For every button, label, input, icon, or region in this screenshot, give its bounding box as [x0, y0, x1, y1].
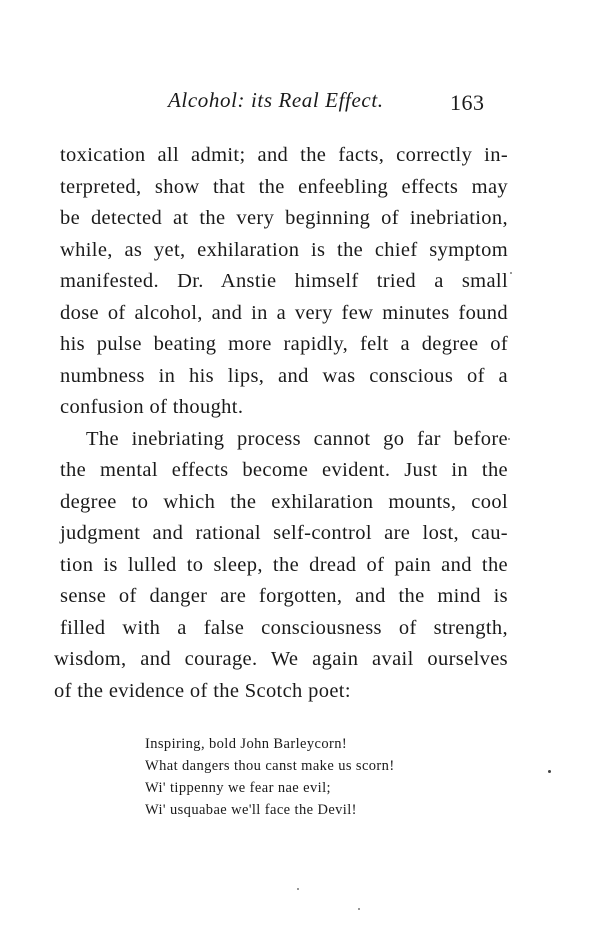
paragraph-start-line: The inebriating process cannot go far before	[86, 427, 508, 450]
scan-speck	[548, 770, 551, 773]
text-line: judgment and rational self-control are lost, cau-	[60, 522, 508, 544]
text-line: confusion of thought.	[60, 396, 244, 418]
scan-speck	[297, 888, 299, 890]
text-line: manifested. Dr. Anstie himself tried a small	[60, 270, 508, 292]
verse-line: Inspiring, bold John Barleycorn!	[145, 736, 348, 752]
verse-line: What dangers thou canst make us scorn!	[145, 758, 395, 774]
running-title: Alcohol: its Real Effect.	[168, 88, 384, 112]
text-line: of the evidence of the Scotch poet:	[54, 679, 351, 702]
text-line: dose of alcohol, and in a very few minutes found	[60, 301, 508, 324]
scan-speck	[510, 272, 512, 274]
text-line: toxication all admit; and the facts, correctly in-	[60, 144, 508, 166]
text-line: the mental effects become evident. Just in the	[60, 459, 508, 481]
page-header	[0, 88, 600, 128]
text-line: tion is lulled to sleep, the dread of pain and the	[60, 553, 508, 576]
verse-line: Wi' usquabae we'll face the Devil!	[145, 802, 357, 818]
text-line: his pulse beating more rapidly, felt a degree of	[60, 333, 508, 355]
text-line: degree to which the exhilaration mounts, cool	[60, 490, 508, 513]
scan-speck	[358, 908, 360, 910]
text-line: be detected at the very beginning of inebriation,	[60, 207, 508, 229]
verse-line: Wi' tippenny we fear nae evil;	[145, 780, 331, 796]
verse-quotation	[145, 733, 445, 821]
scan-speck	[508, 438, 510, 440]
text-line: terpreted, show that the enfeebling effects may	[60, 175, 508, 198]
text-line: numbness in his lips, and was conscious of a	[60, 364, 508, 387]
text-line: while, as yet, exhilaration is the chief symptom	[60, 238, 508, 261]
text-line: filled with a false consciousness of strength,	[60, 616, 508, 639]
text-line: sense of danger are forgotten, and the mind is	[60, 585, 508, 607]
body-text	[54, 140, 508, 707]
page-number: 163	[450, 90, 485, 115]
text-line: wisdom, and courage. We again avail ourselves	[54, 648, 508, 670]
